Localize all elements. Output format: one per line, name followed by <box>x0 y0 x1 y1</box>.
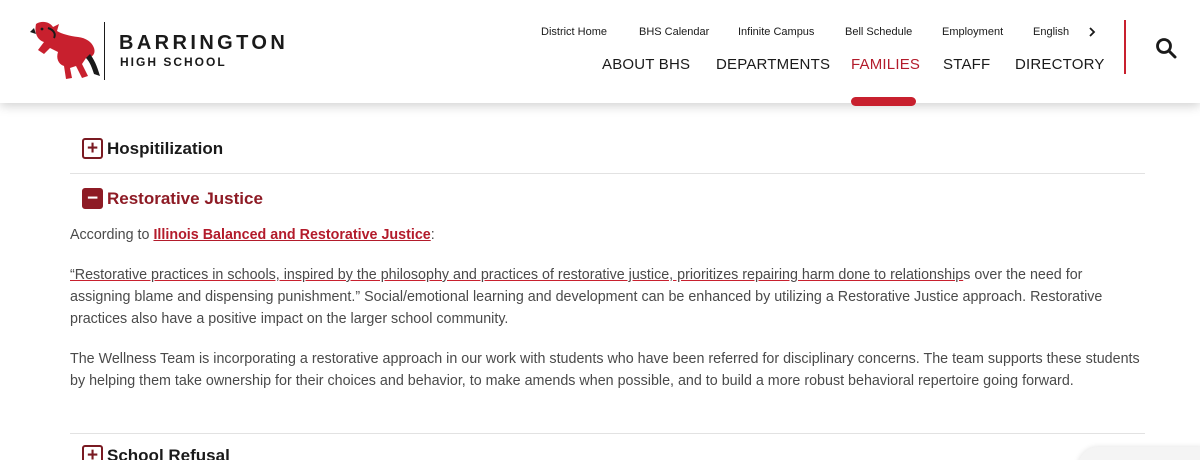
util-link-english[interactable]: English <box>1033 26 1070 38</box>
intro-suffix: : <box>430 227 435 243</box>
util-link-bhs-calendar[interactable]: BHS Calendar <box>639 26 710 38</box>
quote-paragraph <box>70 264 1145 330</box>
plus-icon[interactable]: + <box>82 445 103 460</box>
site-header <box>0 0 1200 103</box>
accordion-title[interactable]: School Refusal <box>107 445 230 460</box>
intro-prefix: According to <box>70 227 154 243</box>
plus-icon[interactable]: + <box>82 138 103 159</box>
accordion-title[interactable]: Restorative Justice <box>107 188 263 208</box>
nav-directory[interactable]: DIRECTORY <box>1015 56 1105 73</box>
school-subtitle[interactable]: HIGH SCHOOL <box>120 55 227 69</box>
accordion-school-refusal[interactable] <box>82 445 230 460</box>
school-name[interactable]: BARRINGTON <box>119 32 289 54</box>
util-link-district-home[interactable]: District Home <box>541 26 608 38</box>
accordion-divider <box>70 433 1145 434</box>
utility-nav <box>0 26 1200 40</box>
util-link-employment[interactable]: Employment <box>942 26 1004 38</box>
wellness-paragraph: The Wellness Team is incorporating a restorative approach in our work with students who have been referred for disciplinary concerns. The team supports these students by helping them take ownership for their choices and behavior, to make amends when possible, and to build a more robust behavioral repertoire going forward. <box>70 351 1140 389</box>
search-icon[interactable] <box>1155 37 1177 59</box>
nav-families[interactable]: FAMILIES <box>851 56 921 73</box>
active-nav-indicator <box>851 97 916 106</box>
minus-icon[interactable]: − <box>82 188 103 209</box>
quote-underlined: “Restorative practices in schools, inspired by the philosophy and practices of restorative justice, prioritizes repairing harm done to relationship <box>70 267 964 283</box>
chevron-right-icon[interactable] <box>1086 26 1098 38</box>
accordion-hospitilization[interactable] <box>82 138 223 159</box>
accordion-divider <box>70 173 1145 174</box>
quote-rest: s over the need for assigning blame and dispensing punishment.” Social/emotional learning and development can be enhanced by utilizing a Restorative Justice approach. Restorative practices also have a positive impact on the larger school community. <box>70 267 1103 327</box>
header-divider <box>1124 20 1126 74</box>
nav-departments[interactable]: DEPARTMENTS <box>716 56 831 73</box>
main-nav <box>0 56 1200 76</box>
ibarj-link[interactable]: Illinois Balanced and Restorative Justice <box>153 227 431 243</box>
intro-paragraph <box>70 224 1145 246</box>
nav-staff[interactable]: STAFF <box>943 56 991 73</box>
floating-widget[interactable] <box>1078 447 1200 460</box>
util-link-infinite-campus[interactable]: Infinite Campus <box>738 26 815 38</box>
util-link-bell-schedule[interactable]: Bell Schedule <box>845 26 913 38</box>
nav-about-bhs[interactable]: ABOUT BHS <box>602 56 691 73</box>
accordion-title[interactable]: Hospitilization <box>107 138 224 158</box>
accordion-restorative-justice[interactable] <box>82 188 263 209</box>
main-content <box>0 103 1200 460</box>
